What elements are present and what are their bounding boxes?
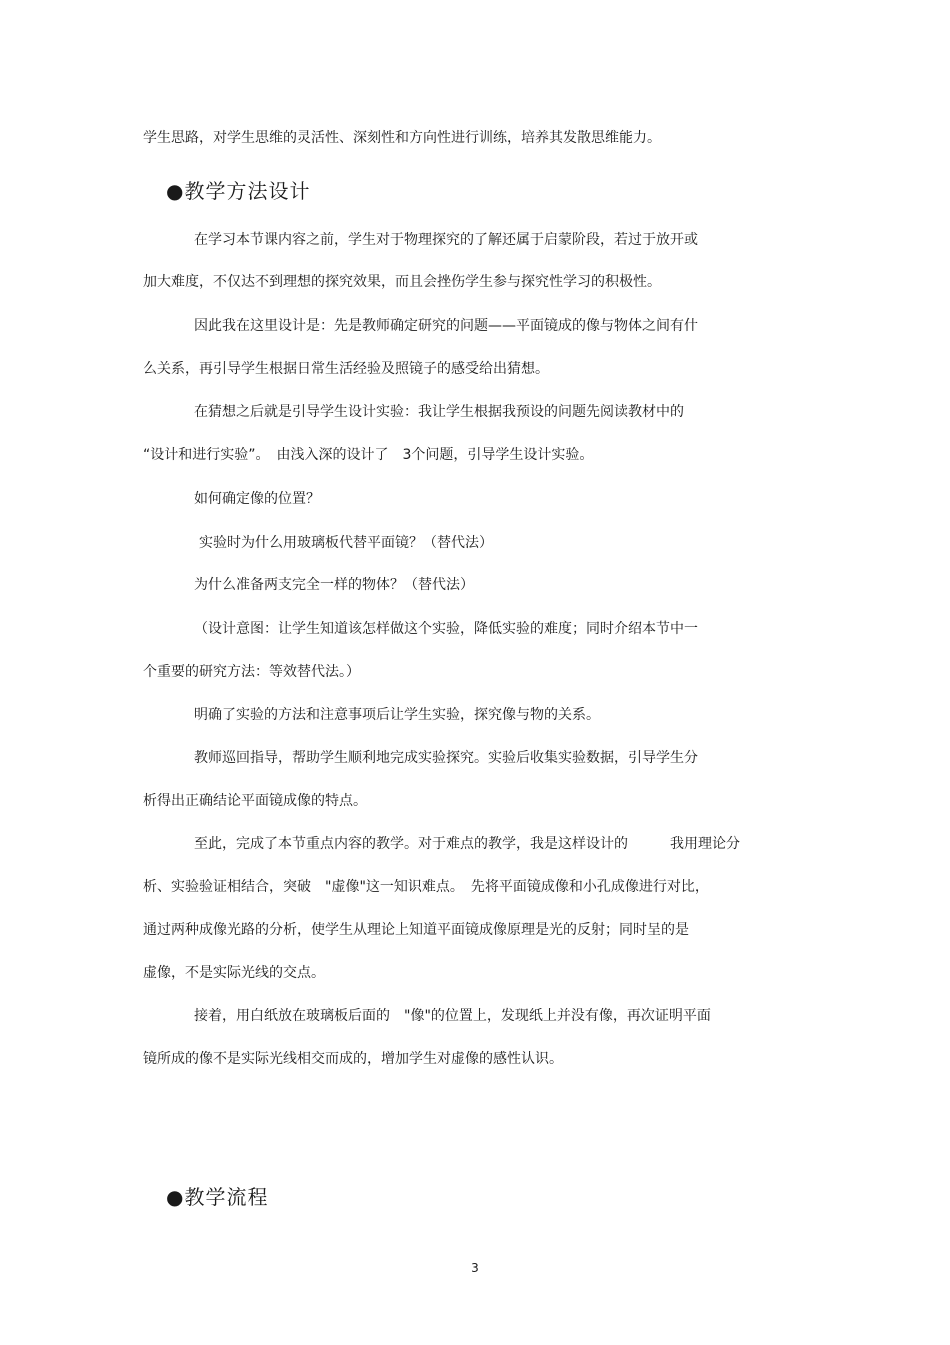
paragraph-line: 因此我在这里设计是：先是教师确定研究的问题——平面镜成的像与物体之间有什 bbox=[194, 318, 698, 334]
paragraph-line: 至此，完成了本节重点内容的教学。对于难点的教学，我是这样设计的 我用理论分 bbox=[194, 836, 740, 852]
question-item: 实验时为什么用玻璃板代替平面镜？（替代法） bbox=[199, 535, 493, 551]
paragraph-line: 通过两种成像光路的分析，使学生从理论上知道平面镜成像原理是光的反射；同时呈的是 bbox=[143, 922, 689, 938]
paragraph-line: 教师巡回指导，帮助学生顺利地完成实验探究。实验后收集实验数据，引导学生分 bbox=[194, 750, 698, 766]
paragraph-line: 接着，用白纸放在玻璃板后面的 "像"的位置上，发现纸上并没有像，再次证明平面 bbox=[194, 1008, 711, 1024]
paragraph-line: 在学习本节课内容之前，学生对于物理探究的了解还属于启蒙阶段，若过于放开或 bbox=[194, 232, 698, 248]
paragraph-line: （设计意图：让学生知道该怎样做这个实验，降低实验的难度；同时介绍本节中一 bbox=[194, 621, 698, 637]
section-heading-teaching-method: ●教学方法设计 bbox=[166, 179, 311, 203]
section-heading-teaching-flow: ●教学流程 bbox=[166, 1185, 269, 1209]
paragraph-line: 虚像，不是实际光线的交点。 bbox=[143, 965, 325, 981]
paragraph-line: 加大难度，不仅达不到理想的探究效果，而且会挫伤学生参与探究性学习的积极性。 bbox=[143, 274, 661, 290]
question-item: 为什么准备两支完全一样的物体？（替代法） bbox=[194, 577, 474, 593]
paragraph-line: 明确了实验的方法和注意事项后让学生实验，探究像与物的关系。 bbox=[194, 707, 600, 723]
page-number: 3 bbox=[471, 1261, 479, 1275]
paragraph-line: 个重要的研究方法：等效替代法。） bbox=[143, 664, 360, 680]
paragraph-line: “设计和进行实验”。 由浅入深的设计了 3个问题，引导学生设计实验。 bbox=[143, 447, 594, 463]
paragraph-line: 学生思路，对学生思维的灵活性、深刻性和方向性进行训练，培养其发散思维能力。 bbox=[143, 130, 661, 146]
paragraph-line: 析得出正确结论平面镜成像的特点。 bbox=[143, 793, 367, 809]
paragraph-line: 析、实验验证相结合，突破 "虚像"这一知识难点。 先将平面镜成像和小孔成像进行对比， bbox=[143, 879, 709, 895]
paragraph-line: 么关系，再引导学生根据日常生活经验及照镜子的感受给出猜想。 bbox=[143, 361, 549, 377]
paragraph-line: 镜所成的像不是实际光线相交而成的，增加学生对虚像的感性认识。 bbox=[143, 1051, 563, 1067]
paragraph-line: 在猜想之后就是引导学生设计实验：我让学生根据我预设的问题先阅读教材中的 bbox=[194, 404, 684, 420]
question-item: 如何确定像的位置？ bbox=[194, 491, 320, 507]
